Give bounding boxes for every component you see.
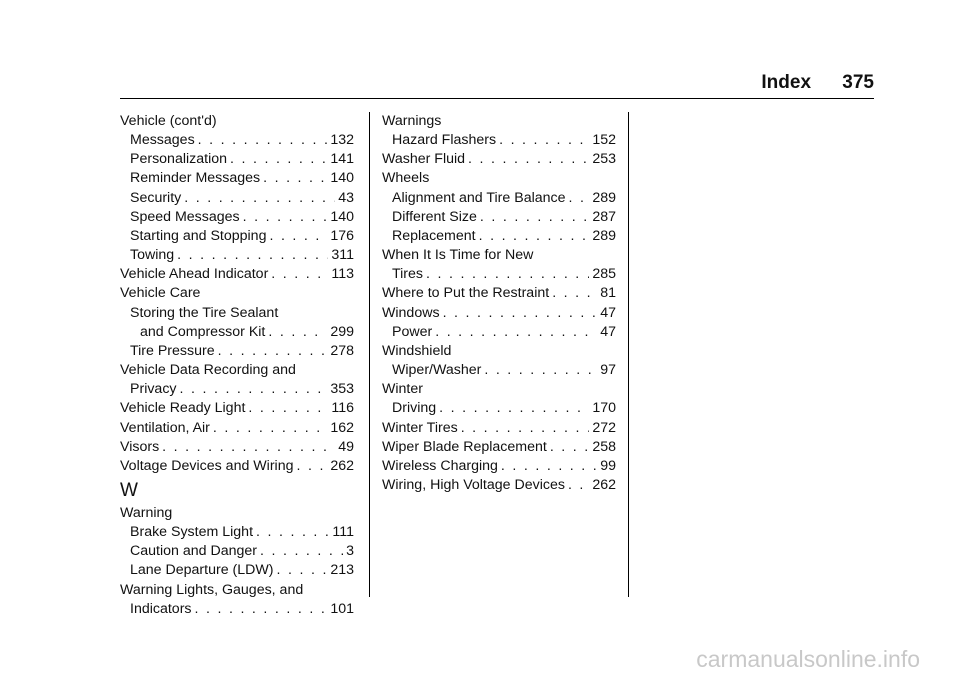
index-entry: Windows . . . 47: [382, 304, 616, 323]
page-ref: 262: [330, 457, 354, 474]
index-entry: Indicators . . . 101: [120, 600, 354, 619]
index-entry: Privacy . . . 353: [120, 380, 354, 399]
index-entry: Warning: [120, 504, 173, 521]
page-ref: 141: [330, 151, 354, 168]
index-entry: Tires . . . 285: [382, 265, 616, 284]
index-entry: Different Size . . . 287: [382, 208, 616, 227]
index-entry: Starting and Stopping . . . 176: [120, 227, 354, 246]
page-ref: 162: [330, 419, 354, 436]
index-entry: Reminder Messages . . . 140: [120, 169, 354, 188]
page-ref: 111: [332, 524, 354, 541]
index-entry: Towing . . . 311: [120, 246, 354, 265]
index-entry: Speed Messages . . . 140: [120, 208, 354, 227]
column-divider: [628, 112, 629, 597]
page-ref: 253: [592, 151, 616, 168]
page-ref: 289: [592, 227, 616, 244]
header-rule: [120, 98, 874, 99]
index-entry: Security . . . 43: [120, 189, 354, 208]
index-entry: Washer Fluid . . . 253: [382, 150, 616, 169]
page-ref: 140: [330, 208, 354, 225]
index-entry: Wireless Charging . . . 99: [382, 457, 616, 476]
section-letter: W: [120, 479, 138, 501]
page-ref: 289: [592, 189, 616, 206]
page-ref: 278: [330, 342, 354, 359]
index-entry: Alignment and Tire Balance . . . 289: [382, 189, 616, 208]
index-entry: Tire Pressure . . . 278: [120, 342, 354, 361]
index-entry: Vehicle Ready Light . . . 116: [120, 399, 354, 418]
index-entry: Storing the Tire Sealant: [130, 304, 279, 321]
page-ref: 176: [330, 227, 354, 244]
index-entry: Driving . . . 170: [382, 399, 616, 418]
index-column-left: [120, 112, 354, 619]
index-entry: Where to Put the Restraint . . . 81: [382, 284, 616, 303]
index-entry: Winter Tires . . . 272: [382, 419, 616, 438]
page-ref: 99: [600, 457, 616, 474]
page-ref: 49: [338, 438, 354, 455]
index-column-right: [382, 112, 616, 495]
page-number: 375: [842, 72, 874, 93]
page-ref: 311: [331, 247, 354, 264]
index-entry: Ventilation, Air . . . 162: [120, 419, 354, 438]
page-ref: 287: [592, 208, 616, 225]
index-entry: Vehicle Care: [120, 285, 201, 302]
page-ref: 132: [330, 132, 354, 149]
index-entry: Brake System Light . . . 111: [120, 523, 354, 542]
index-entry: Warnings: [382, 113, 442, 129]
watermark: carmanualsonline.info: [696, 646, 920, 672]
page-ref: 285: [592, 266, 616, 283]
page-ref: 258: [592, 438, 616, 455]
page-ref: 3: [346, 543, 354, 560]
column-divider: [369, 112, 370, 597]
index-entry: Power . . . 47: [382, 323, 616, 342]
page-ref: 213: [330, 562, 354, 579]
index-entry: Warning Lights, Gauges, and: [120, 581, 304, 598]
index-title: Index: [761, 72, 812, 93]
index-entry: Hazard Flashers . . . 152: [382, 131, 616, 150]
page-ref: 152: [592, 132, 616, 149]
page-ref: 170: [592, 400, 616, 417]
index-entry: Winter: [382, 381, 423, 398]
page-ref: 101: [330, 600, 354, 617]
page-ref: 262: [592, 476, 616, 493]
page-ref: 140: [330, 170, 354, 187]
index-entry: Lane Departure (LDW) . . . 213: [120, 561, 354, 580]
index-entry: Vehicle (cont'd): [120, 113, 217, 129]
page-ref: 113: [331, 266, 354, 283]
page-ref: 47: [600, 323, 616, 340]
index-entry: When It Is Time for New: [382, 247, 534, 264]
index-entry: Wheels: [382, 170, 430, 187]
index-entry: Messages . . . 132: [120, 131, 354, 150]
index-entry: Visors . . . 49: [120, 438, 354, 457]
index-entry: Wiper/Washer . . . 97: [382, 361, 616, 380]
page-header: [761, 72, 874, 94]
page-ref: 81: [600, 285, 616, 302]
index-entry: and Compressor Kit . . . 299: [120, 323, 354, 342]
index-entry: Vehicle Ahead Indicator . . . 113: [120, 265, 354, 284]
page-ref: 272: [592, 419, 616, 436]
index-entry: Replacement . . . 289: [382, 227, 616, 246]
page-ref: 47: [600, 304, 616, 321]
index-entry: Wiper Blade Replacement . . . 258: [382, 438, 616, 457]
page-ref: 97: [600, 362, 616, 379]
page-ref: 116: [331, 400, 354, 417]
index-entry: Vehicle Data Recording and: [120, 362, 296, 379]
index-entry: Windshield: [382, 342, 452, 359]
index-entry: Personalization . . . 141: [120, 150, 354, 169]
index-entry: Wiring, High Voltage Devices . . . 262: [382, 476, 616, 495]
index-entry: Caution and Danger . . . 3: [120, 542, 354, 561]
page-ref: 353: [330, 381, 354, 398]
index-entry: Voltage Devices and Wiring . . . 262: [120, 457, 354, 476]
page-ref: 43: [338, 189, 354, 206]
page-ref: 299: [330, 323, 354, 340]
